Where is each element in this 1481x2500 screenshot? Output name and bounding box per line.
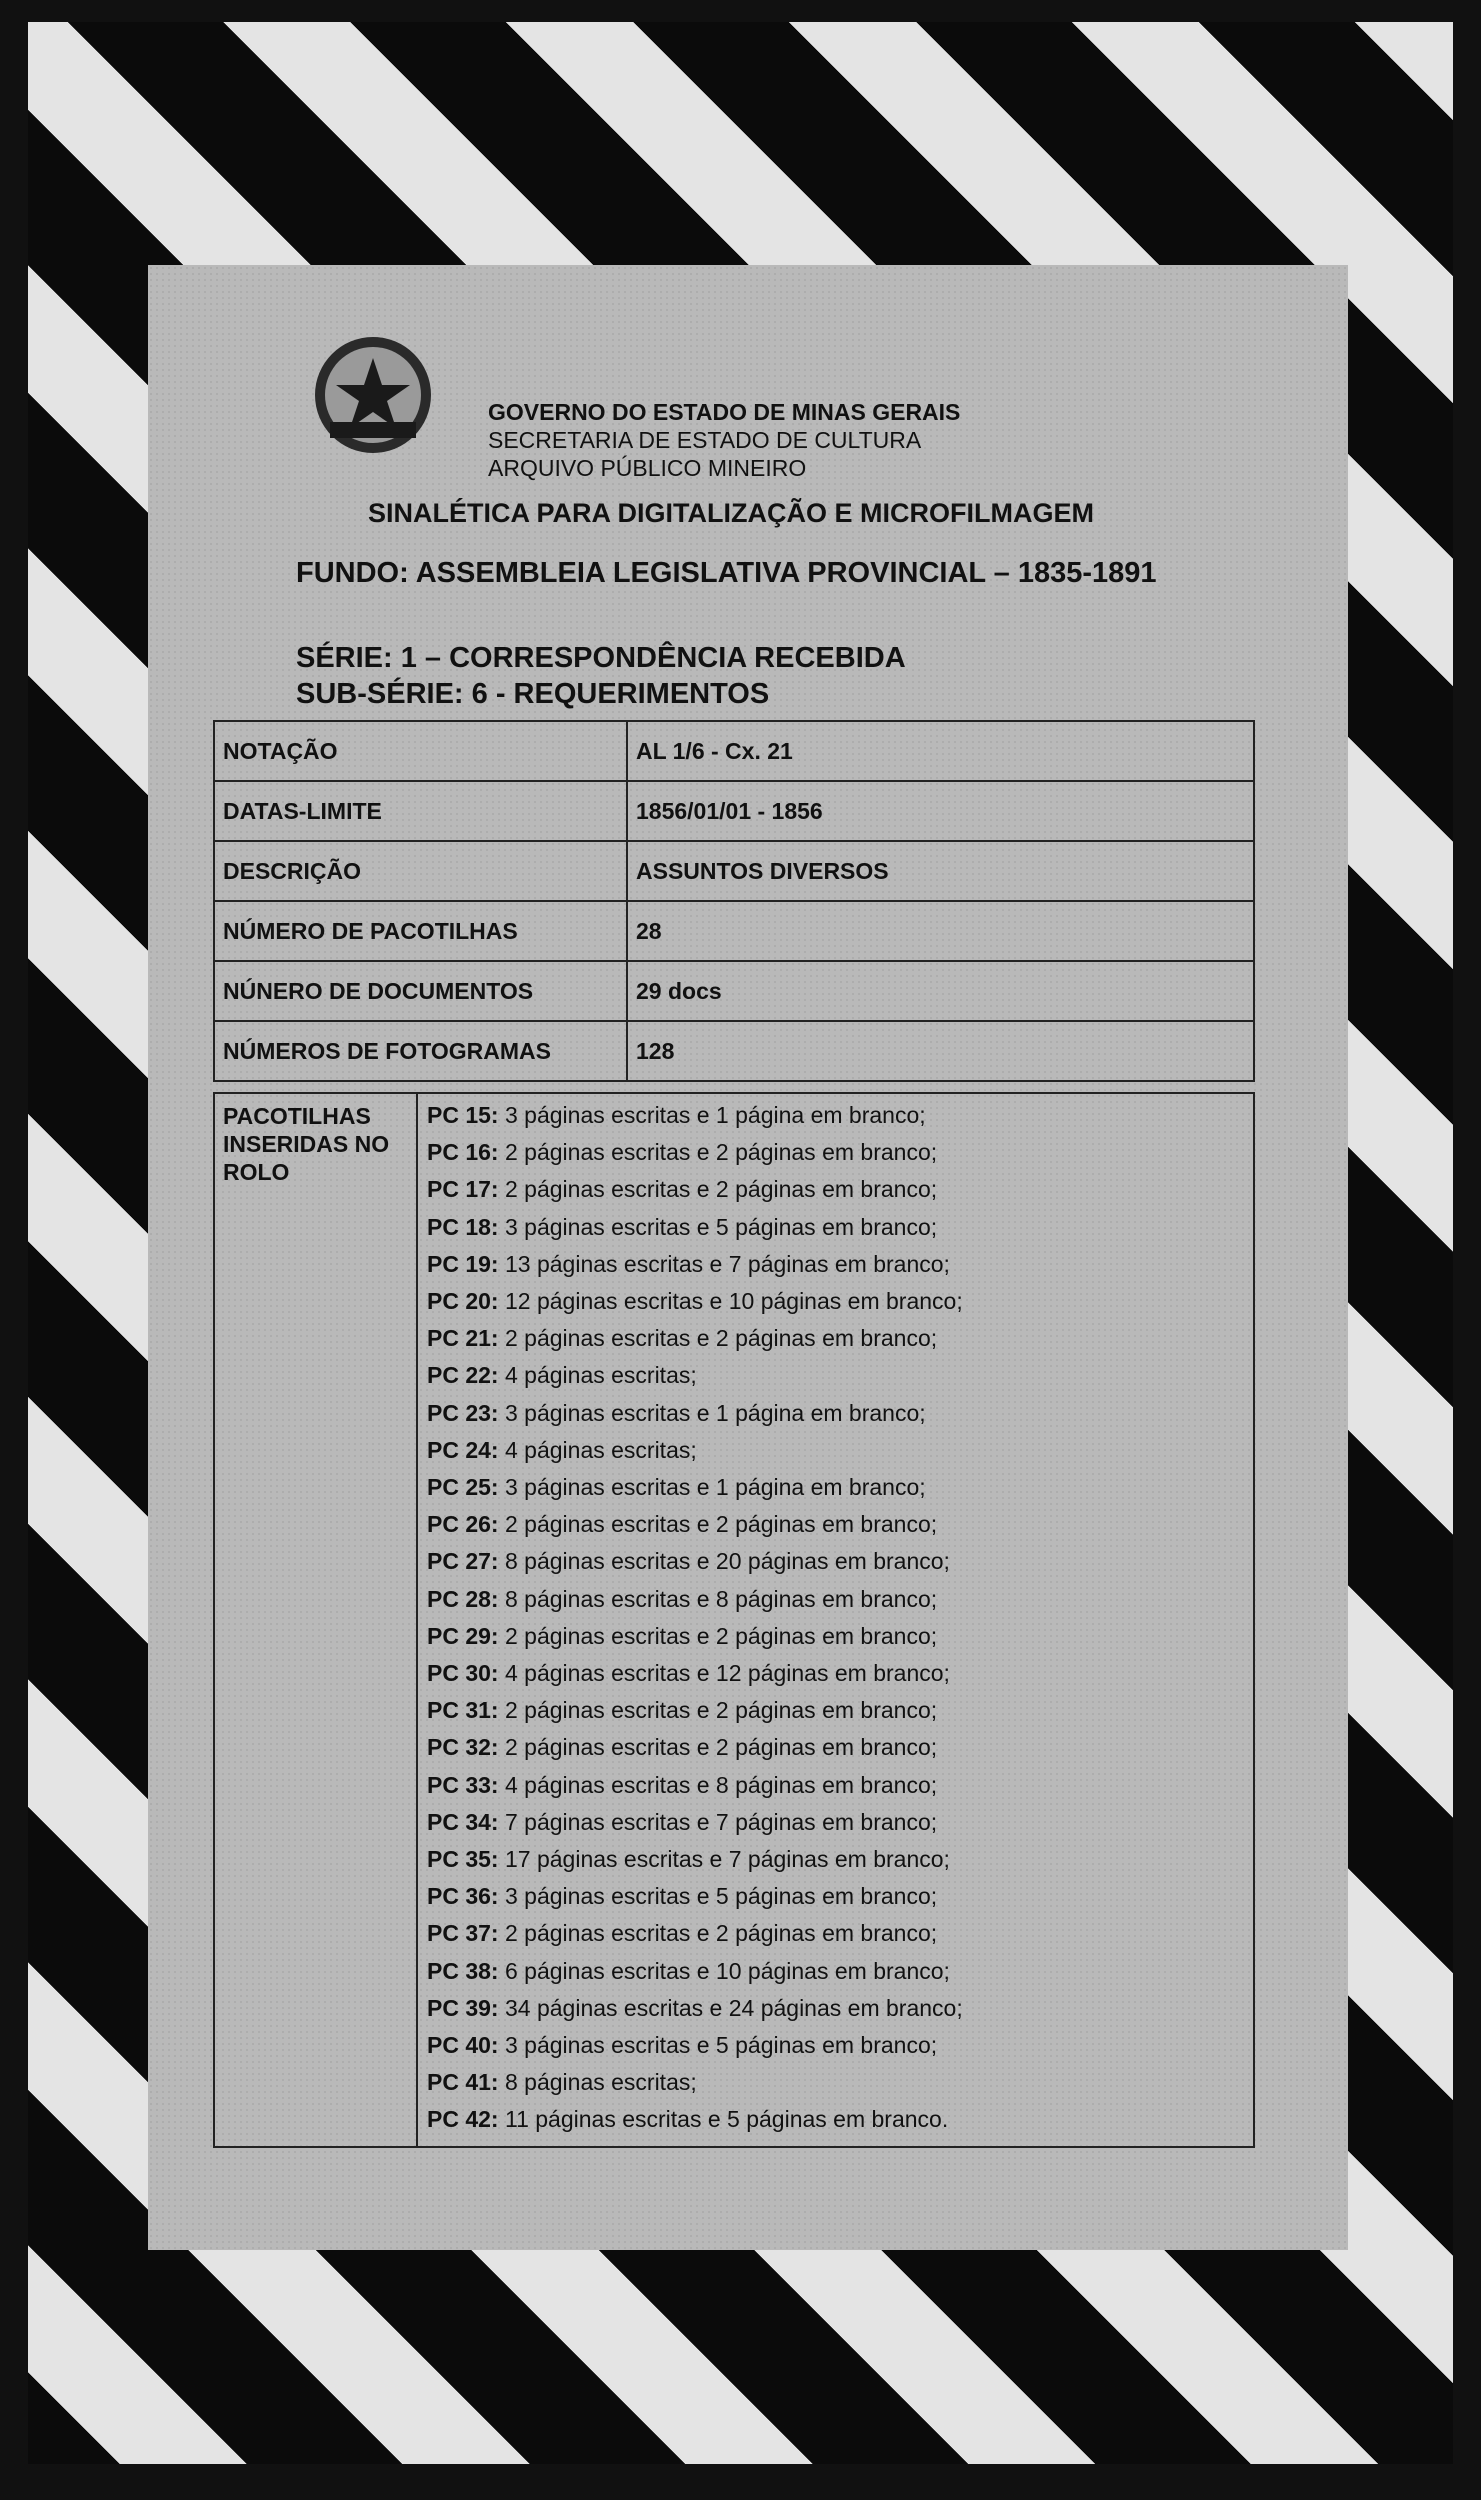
government-name: GOVERNO DO ESTADO DE MINAS GERAIS <box>488 399 961 425</box>
pacotilha-code: PC 17: <box>427 1176 499 1203</box>
pacotilha-code: PC 30: <box>427 1660 499 1687</box>
table-row <box>214 1021 1254 1081</box>
list-item <box>427 1878 1244 1915</box>
pacotilha-description: 2 páginas escritas e 2 páginas em branco; <box>498 1511 938 1538</box>
pacotilha-description: 4 páginas escritas e 12 páginas em branco; <box>498 1660 950 1687</box>
list-item <box>427 2101 1244 2138</box>
pacotilha-description: 12 páginas escritas e 10 páginas em branco; <box>498 1288 963 1315</box>
pacotilha-description: 4 páginas escritas; <box>498 1436 697 1463</box>
table-row <box>214 721 1254 781</box>
list-item <box>427 1655 1244 1692</box>
pacotilhas-label: PACOTILHAS INSERIDAS NO ROLO <box>214 1093 417 2147</box>
secretariat-name: SECRETARIA DE ESTADO DE CULTURA <box>488 427 922 453</box>
pacotilha-code: PC 26: <box>427 1511 499 1538</box>
list-item <box>427 1432 1244 1469</box>
pacotilha-description: 4 páginas escritas; <box>498 1362 697 1389</box>
pacotilha-code: PC 40: <box>427 2032 499 2059</box>
notacao-value: AL 1/6 - Cx. 21 <box>627 721 1254 781</box>
pacotilha-code: PC 35: <box>427 1846 499 1873</box>
pacotilha-description: 2 páginas escritas e 2 páginas em branco; <box>498 1920 938 1947</box>
pacotilha-code: PC 15: <box>427 1102 499 1128</box>
list-item <box>427 1729 1244 1766</box>
list-item <box>427 1990 1244 2027</box>
list-item <box>427 2027 1244 2064</box>
list-item <box>427 1543 1244 1580</box>
pacotilha-code: PC 36: <box>427 1883 499 1910</box>
pacotilha-code: PC 19: <box>427 1250 499 1277</box>
pacotilha-code: PC 23: <box>427 1399 499 1426</box>
pacotilha-description: 8 páginas escritas e 8 páginas em branco; <box>498 1585 938 1612</box>
list-item <box>427 1581 1244 1618</box>
state-seal-icon <box>308 330 438 460</box>
datas-limite-value: 1856/01/01 - 1856 <box>627 781 1254 841</box>
pacotilha-code: PC 21: <box>427 1325 499 1352</box>
datas-limite-label: DATAS-LIMITE <box>214 781 627 841</box>
list-item <box>427 1283 1244 1320</box>
serie-line: SÉRIE: 1 – CORRESPONDÊNCIA RECEBIDA <box>296 642 906 674</box>
info-table <box>213 720 1255 1082</box>
pacotilha-code: PC 29: <box>427 1622 499 1649</box>
pacotilha-description: 7 páginas escritas e 7 páginas em branco; <box>498 1808 938 1835</box>
table-row <box>214 901 1254 961</box>
subserie-line: SUB-SÉRIE: 6 - REQUERIMENTOS <box>296 678 770 710</box>
pacotilha-description: 6 páginas escritas e 10 páginas em branco; <box>498 1957 950 1984</box>
film-border-bottom <box>0 2464 1481 2500</box>
num-fotogramas-label: NÚMEROS DE FOTOGRAMAS <box>214 1021 627 1081</box>
pacotilha-description: 3 páginas escritas e 5 páginas em branco; <box>498 1883 938 1910</box>
pacotilha-description: 8 páginas escritas e 20 páginas em branco; <box>498 1548 950 1575</box>
pacotilha-code: PC 24: <box>427 1436 499 1463</box>
pacotilha-description: 8 páginas escritas; <box>498 2069 697 2096</box>
pacotilhas-list <box>419 1095 1252 2145</box>
pacotilhas-table <box>213 1092 1255 2148</box>
list-item <box>427 1357 1244 1394</box>
signage-card <box>148 265 1348 2250</box>
institution-lines <box>488 398 960 482</box>
pacotilha-code: PC 20: <box>427 1288 499 1315</box>
pacotilha-code: PC 41: <box>427 2069 499 2096</box>
pacotilha-code: PC 37: <box>427 1920 499 1947</box>
pacotilha-description: 4 páginas escritas e 8 páginas em branco; <box>498 1771 938 1798</box>
list-item <box>427 1804 1244 1841</box>
list-item <box>427 1320 1244 1357</box>
num-fotogramas-value: 128 <box>627 1021 1254 1081</box>
list-item <box>427 1618 1244 1655</box>
pacotilha-description: 3 páginas escritas e 5 páginas em branco; <box>498 2032 938 2059</box>
pacotilha-code: PC 39: <box>427 1994 499 2021</box>
film-border-right <box>1453 0 1481 2500</box>
table-row <box>214 841 1254 901</box>
film-border-top <box>0 0 1481 22</box>
pacotilha-description: 2 páginas escritas e 2 páginas em branco; <box>498 1734 938 1761</box>
archive-name: ARQUIVO PÚBLICO MINEIRO <box>488 455 807 481</box>
num-pacotilhas-value: 28 <box>627 901 1254 961</box>
list-item <box>427 1953 1244 1990</box>
pacotilha-code: PC 33: <box>427 1771 499 1798</box>
list-item <box>427 2064 1244 2101</box>
pacotilha-description: 2 páginas escritas e 2 páginas em branco; <box>498 1622 938 1649</box>
pacotilha-code: PC 32: <box>427 1734 499 1761</box>
pacotilha-description: 2 páginas escritas e 2 páginas em branco; <box>498 1139 938 1166</box>
num-documentos-label: NÚNERO DE DOCUMENTOS <box>214 961 627 1021</box>
pacotilha-description: 3 páginas escritas e 1 página em branco; <box>498 1399 926 1426</box>
film-border-left <box>0 0 28 2500</box>
pacotilha-code: PC 18: <box>427 1213 499 1240</box>
pacotilha-description: 3 páginas escritas e 5 páginas em branco; <box>498 1213 938 1240</box>
list-item <box>427 1915 1244 1952</box>
notacao-label: NOTAÇÃO <box>214 721 627 781</box>
list-item <box>427 1841 1244 1878</box>
pacotilha-code: PC 27: <box>427 1548 499 1575</box>
pacotilha-description: 13 páginas escritas e 7 páginas em branco; <box>498 1250 950 1277</box>
table-row <box>214 961 1254 1021</box>
pacotilha-code: PC 31: <box>427 1697 499 1724</box>
pacotilha-code: PC 25: <box>427 1474 499 1501</box>
list-item <box>427 1767 1244 1804</box>
pacotilha-description: 2 páginas escritas e 2 páginas em branco; <box>498 1697 938 1724</box>
pacotilha-description: 3 páginas escritas e 1 página em branco; <box>498 1474 926 1501</box>
list-item <box>427 1469 1244 1506</box>
pacotilha-description: 2 páginas escritas e 2 páginas em branco; <box>498 1325 938 1352</box>
pacotilha-description: 34 páginas escritas e 24 páginas em branco; <box>498 1994 963 2021</box>
pacotilha-description: 3 páginas escritas e 1 página em branco; <box>498 1102 926 1128</box>
pacotilha-code: PC 16: <box>427 1139 499 1166</box>
pacotilha-code: PC 38: <box>427 1957 499 1984</box>
table-row <box>214 1093 1254 2147</box>
pacotilha-description: 2 páginas escritas e 2 páginas em branco; <box>498 1176 938 1203</box>
pacotilha-description: 11 páginas escritas e 5 páginas em branco. <box>498 2106 949 2133</box>
list-item <box>427 1506 1244 1543</box>
pacotilha-code: PC 34: <box>427 1808 499 1835</box>
num-documentos-value: 29 docs <box>627 961 1254 1021</box>
list-item <box>427 1134 1244 1171</box>
pacotilha-code: PC 28: <box>427 1585 499 1612</box>
pacotilha-description: 17 páginas escritas e 7 páginas em branco; <box>498 1846 950 1873</box>
list-item <box>427 1171 1244 1208</box>
table-row <box>214 781 1254 841</box>
list-item <box>427 1209 1244 1246</box>
descricao-value: ASSUNTOS DIVERSOS <box>627 841 1254 901</box>
list-item <box>427 1395 1244 1432</box>
series-block <box>296 640 906 712</box>
fundo-line: FUNDO: ASSEMBLEIA LEGISLATIVA PROVINCIAL – 1835-1891 <box>296 557 1157 589</box>
descricao-label: DESCRIÇÃO <box>214 841 627 901</box>
pacotilhas-cell <box>417 1093 1254 2147</box>
list-item <box>427 1246 1244 1283</box>
list-item <box>427 1097 1244 1134</box>
document-title: SINALÉTICA PARA DIGITALIZAÇÃO E MICROFILMAGEM <box>368 498 1094 528</box>
num-pacotilhas-label: NÚMERO DE PACOTILHAS <box>214 901 627 961</box>
list-item <box>427 1692 1244 1729</box>
pacotilha-code: PC 22: <box>427 1362 499 1389</box>
pacotilha-code: PC 42: <box>427 2106 499 2133</box>
